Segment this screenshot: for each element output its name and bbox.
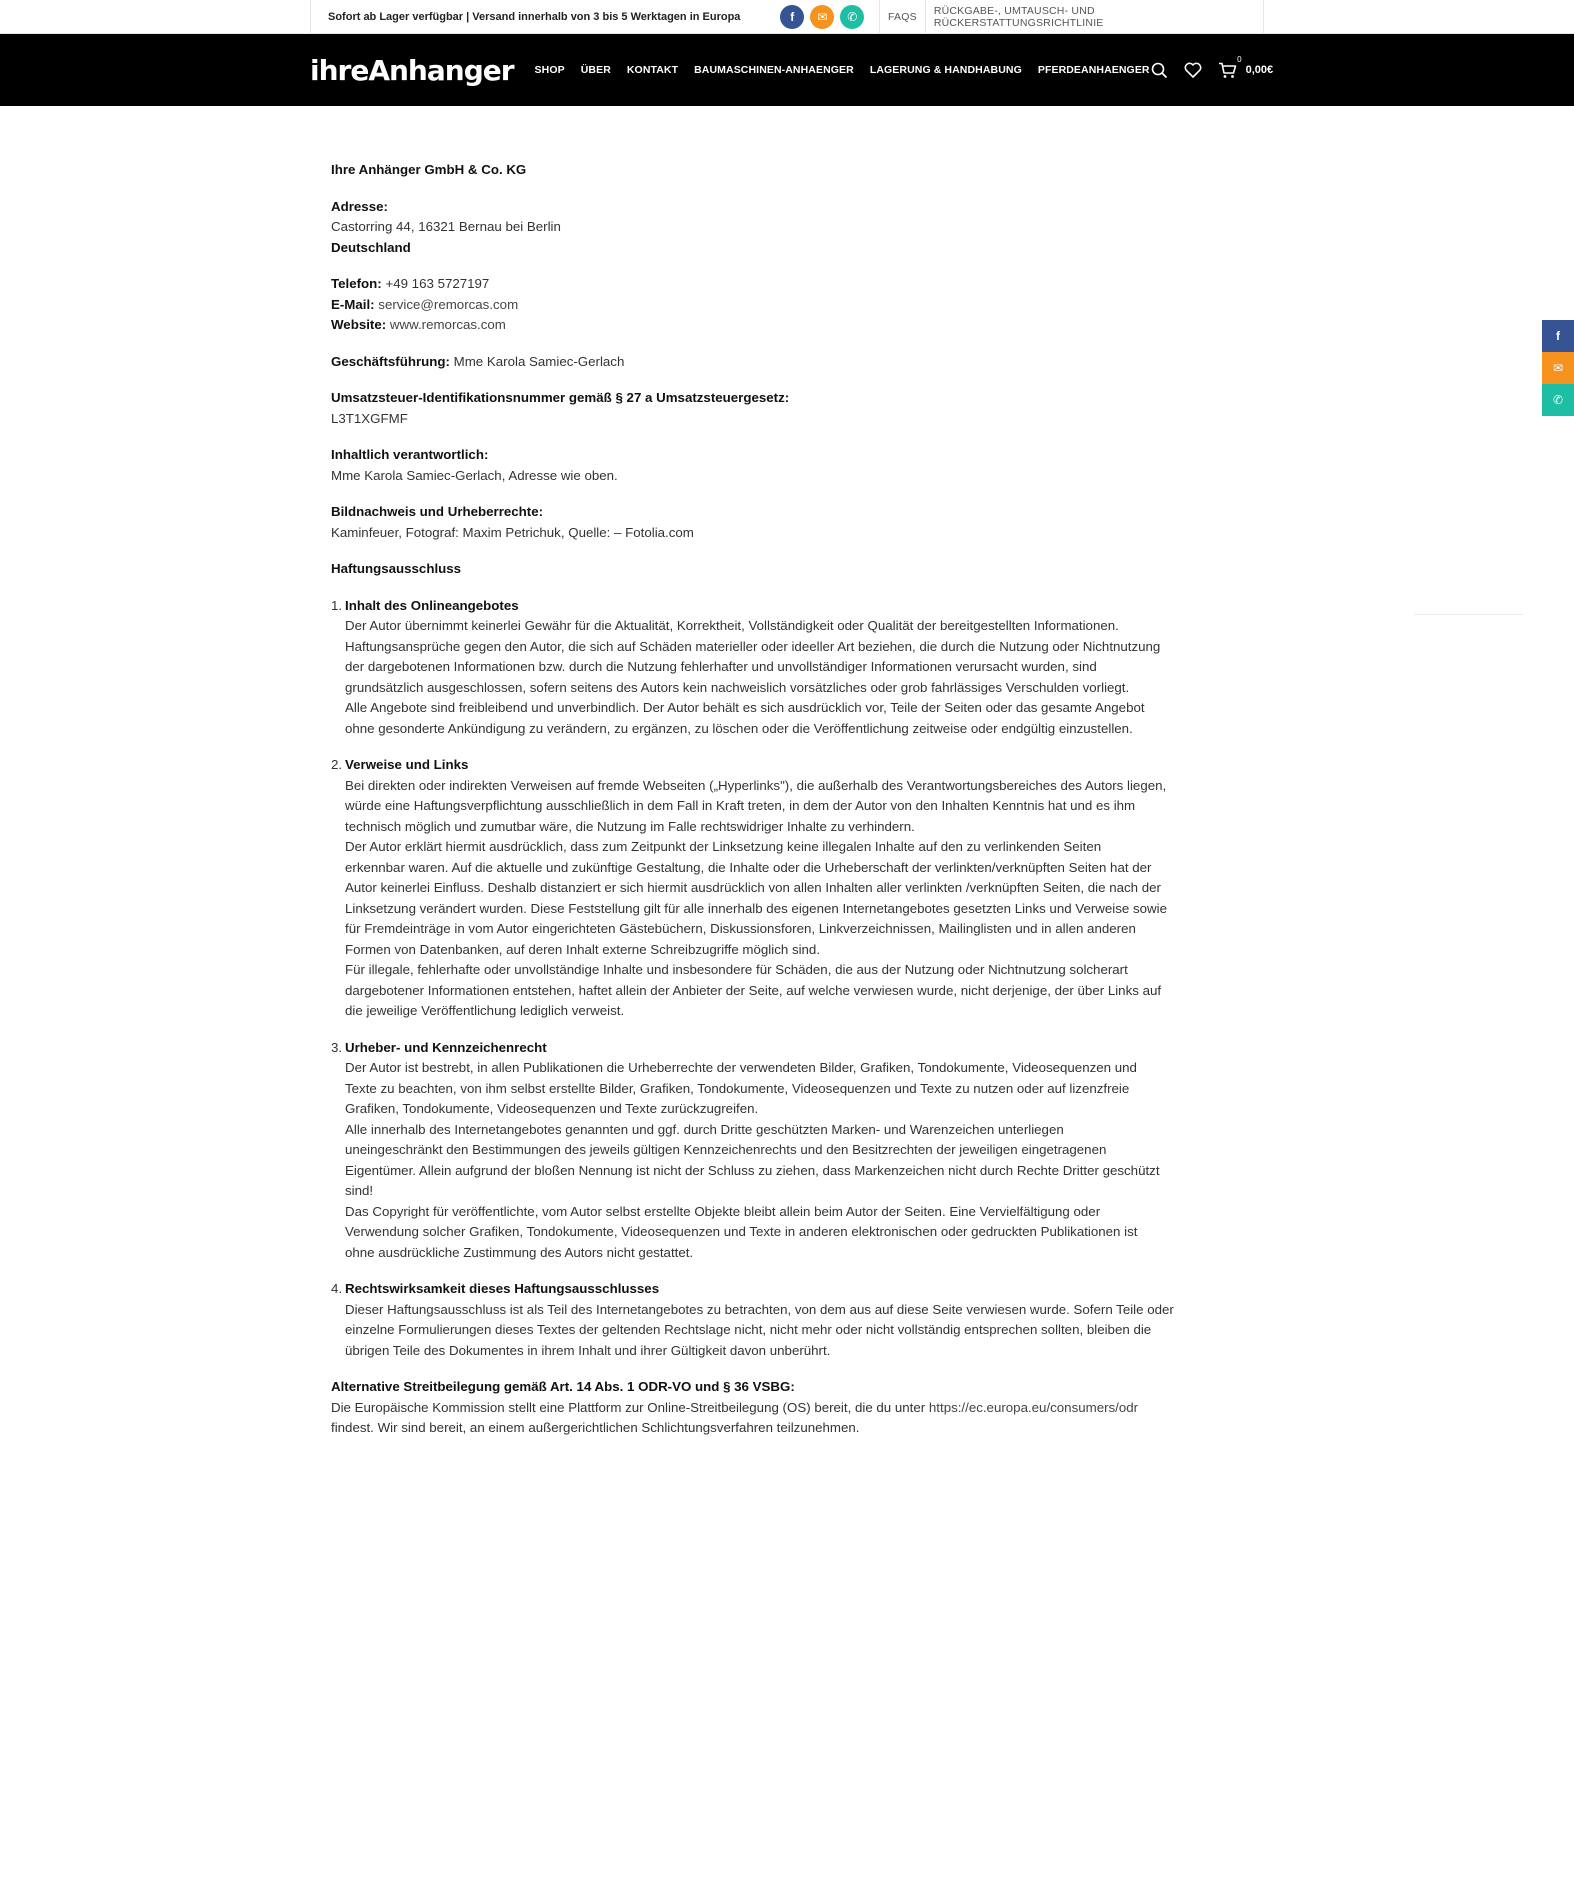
nav-item-construction-trailers[interactable]: BAUMASCHINEN-ANHAENGER [694,64,854,76]
facebook-icon[interactable]: f [1542,320,1574,352]
disclaimer-item-title: Verweise und Links [345,757,469,772]
paragraph-line: Das Copyright für veröffentlichte, vom Autor selbst erstellte Objekte bleibt allein beim Autor der Seiten. Eine Vervielfältigung oder [345,1203,1101,1219]
vat-block [331,388,1247,429]
paragraph-line: Bei direkten oder indirekten Verweisen auf fremde Webseiten („Hyperlinks"), die außerhalb des Verantwortungsbereiches des Autors liegen, [345,777,1167,793]
nav-item-contact[interactable]: KONTAKT [626,64,679,76]
topbar-social-links [778,5,879,29]
disclaimer-item [331,596,1247,740]
paragraph-line: grundsätzlich ausgeschlossen, sofern seitens des Autors kein nachweislich vorsätzliches oder grob fahrlässiges Verschulden vorliegt. [345,679,1130,695]
nav-item-shop[interactable]: SHOP [534,64,565,76]
paragraph-line: Dieser Haftungsausschluss ist als Teil des Internetangebotes zu betrachten, von dem aus auf diese Seite verwiesen wurde. Sofern Teile oder [345,1301,1174,1317]
odr-text-end: findest. Wir sind bereit, an einem außergerichtlichen Schlichtungsverfahren teilzunehmen. [331,1420,860,1435]
management-label: Geschäftsführung: [331,353,450,369]
company-name: Ihre Anhänger GmbH & Co. KG [331,162,527,177]
website-link[interactable]: www.remorcas.com [389,317,506,332]
paragraph-line: Alle innerhalb des Internetangebotes genannten und ggf. durch Dritte geschützten Marken- und Warenzeichen unterliegen [345,1121,1064,1137]
paragraph-line: Eigentümer. Allein aufgrund der bloßen Nennung ist nicht der Schluss zu ziehen, dass Markenzeichen nicht durch Rechte Dritter geschützt [345,1162,1160,1178]
disclaimer-item-title: Rechtswirksamkeit dieses Haftungsausschlusses [345,1281,660,1296]
disclaimer-item [331,1279,1247,1361]
disclaimer-item-title: Urheber- und Kennzeichenrecht [345,1039,547,1055]
paragraph-line: einzelne Formulierungen dieses Textes der geltenden Rechtslage nicht, nicht mehr oder nicht vollständig entsprechen sollten, bleiben die [345,1322,1152,1337]
paragraph-line: übrigen Teile des Dokumentes in ihrem Inhalt und ihrer Gültigkeit davon unberührt. [345,1342,831,1358]
paragraph-line: Linksetzung verändert wurden. Diese Feststellung gilt für alle innerhalb des eigenen Internetangebotes gesetzten Links und Verweise sowie [345,900,1167,916]
search-icon[interactable] [1150,61,1169,80]
whatsapp-icon[interactable]: ✆ [1542,384,1574,416]
paragraph-line: uneingeschränkt den Bestimmungen des jeweils gültigen Kennzeichenrechts und den Besitzrechten der jeweiligen eingetragenen [345,1142,1107,1157]
paragraph-line: Der Autor erklärt hiermit ausdrücklich, dass zum Zeitpunkt der Linksetzung keine illegalen Inhalte auf den zu verlinkenden Seiten [345,839,1102,854]
address-line: Castorring 44, 16321 Bernau bei Berlin [331,219,561,234]
paragraph-line: Texte zu beachten, von ihm selbst erstellte Bilder, Grafiken, Tondokumente, Videosequenzen und Texte zu nutzen oder auf lizenzfreie [345,1080,1130,1096]
mail-icon[interactable]: ✉ [1542,352,1574,384]
main-nav [535,64,1150,76]
address-label: Adresse: [331,198,388,214]
email-link[interactable]: service@remorcas.com [378,296,519,312]
paragraph-line: dargebotener Informationen entstehen, haftet allein der Anbieter der Seite, auf welche verwiesen wurde, nicht derjenige, der über Links auf [345,982,1162,998]
facebook-icon[interactable]: f [780,5,804,29]
topbar-links [879,0,1264,34]
address-block [331,197,1247,259]
site-logo[interactable]: ihreAnhanger [310,53,514,87]
paragraph-line: erkennbar waren. Auf die aktuelle und zukünftige Gestaltung, die Inhalte oder die Urheberschaft der verlinkten/verknüpften Seiten hat der [345,859,1152,875]
list-number: 4. [331,1281,343,1296]
header-actions [1150,54,1274,80]
paragraph-line: für Fremdeinträge in vom Autor eingerichteten Gästebüchern, Diskussionsforen, Linkverzeichnissen, Mailinglisten und in allen anderen [345,921,1136,936]
wishlist-heart-icon[interactable] [1184,61,1203,80]
image-credits-label: Bildnachweis und Urheberrechte: [331,504,544,519]
phone-label: Telefon: [331,276,382,291]
paragraph-line: sind! [345,1183,374,1198]
faqs-link[interactable]: FAQS [888,11,917,23]
responsible-label: Inhaltlich verantwortlich: [331,447,489,462]
image-credits-block [331,502,1247,543]
nav-item-horse-trailers[interactable]: PFERDEANHAENGER [1037,64,1150,76]
whatsapp-icon[interactable]: ✆ [840,5,864,29]
mail-icon[interactable]: ✉ [810,5,834,29]
website-label: Website: [331,317,387,332]
odr-link[interactable]: https://ec.europa.eu/consumers/odr [928,1399,1139,1415]
responsible-block [331,445,1247,486]
image-credits-value: Kaminfeuer, Fotograf: Maxim Petrichuk, Quelle: – Fotolia.com [331,524,694,540]
nav-item-storage-handling[interactable]: LAGERUNG & HANDHABUNG [869,64,1022,76]
list-number: 2. [331,757,343,772]
phone-value: +49 163 5727197 [385,276,490,291]
list-number: 3. [331,1039,343,1055]
return-policy-link[interactable]: RÜCKGABE-, UMTAUSCH- UND RÜCKERSTATTUNGSRICHTLINIE [925,0,1263,34]
paragraph-line: Verwendung solcher Grafiken, Tondokumente, Videosequenzen und Texte in anderen elektronischen oder gedruckten Publikationen ist [345,1224,1138,1239]
paragraph-line: der dargebotenen Informationen bzw. durch die Nutzung fehlerhafter und unvollständiger Informationen verursacht wurden, sind [345,659,1097,674]
management-value: Mme Karola Samiec-Gerlach [453,353,625,369]
email-label: E-Mail: [331,296,375,312]
paragraph-line: ohne gesonderte Ankündigung zu verändern, zu ergänzen, zu löschen oder die Veröffentlichung zeitweise oder endgültig einzustellen. [345,720,1133,736]
main-header [0,34,1574,106]
paragraph-line: Grafiken, Tondokumente, Videosequenzen und Texte zurückzugreifen. [345,1101,759,1116]
divider [1414,614,1524,615]
cart-icon[interactable] [1218,54,1242,80]
odr-block [331,1377,1247,1439]
paragraph-line: die jeweilige Veröffentlichung lediglich verweist. [345,1003,625,1018]
paragraph-line: technisch möglich und zumutbar wäre, die Nutzung im Falle rechtswidriger Inhalte zu verhindern. [345,818,915,834]
paragraph-line: Für illegale, fehlerhafte oder unvollständige Inhalte und insbesondere für Schäden, die aus der Nutzung oder Nichtnutzung solcherart [345,962,1128,977]
paragraph-line: ohne ausdrückliche Zustimmung des Autors nicht gestattet. [345,1244,694,1260]
disclaimer-list [331,596,1247,1362]
shipping-notice: Sofort ab Lager verfügbar | Versand innerhalb von 3 bis 5 Werktagen in Europa [310,0,778,34]
list-number: 1. [331,597,343,613]
odr-text: Die Europäische Kommission stellt eine Plattform zur Online-Streitbeilegung (OS) bereit, die du unter [331,1399,929,1415]
responsible-value: Mme Karola Samiec-Gerlach, Adresse wie oben. [331,467,618,483]
contact-block [331,274,1247,336]
disclaimer-item [331,755,1247,1022]
management-block [331,352,1247,373]
imprint-content [331,160,1247,1455]
paragraph-line: Autor keinerlei Einfluss. Deshalb distanziert er sich hiermit ausdrücklich von allen Inhalten aller verlinkten /verknüpften Seiten, die nach der [345,880,1161,895]
vat-label: Umsatzsteuer-Identifikationsnummer gemäß § 27 a Umsatzsteuergesetz: [331,390,790,405]
side-share-bar [1542,320,1574,416]
paragraph-line: Der Autor ist bestrebt, in allen Publikationen die Urheberrechte der verwendeten Bilder, Grafiken, Tondokumente, Videosequenzen und [345,1060,1137,1075]
top-bar [0,0,1574,34]
odr-label: Alternative Streitbeilegung gemäß Art. 14 Abs. 1 ODR-VO und § 36 VSBG: [331,1379,795,1394]
cart-total[interactable]: 0,00€ [1245,64,1274,76]
paragraph-line: Formen von Datenbanken, auf deren Inhalt externe Schreibzugriffe möglich sind. [345,941,821,957]
paragraph-line: Der Autor übernimmt keinerlei Gewähr für die Aktualität, Korrektheit, Vollständigkeit oder Qualität der bereitgestellten Informationen. [345,618,1119,633]
disclaimer-title: Haftungsausschluss [331,561,462,576]
country: Deutschland [331,239,411,255]
paragraph-line: Alle Angebote sind freibleibend und unverbindlich. Der Autor behält es sich ausdrücklich vor, Teile der Seiten oder das gesamte Angebot [345,700,1145,715]
paragraph-line: Haftungsansprüche gegen den Autor, die sich auf Schäden materieller oder ideeller Art beziehen, die durch die Nutzung oder Nichtnutzung [345,638,1161,654]
paragraph-line: würde eine Haftungsverpflichtung ausschließlich in dem Fall in Kraft treten, in dem der Autor von den Inhalten Kenntnis hat und es ihm [345,798,1136,813]
disclaimer-item [331,1038,1247,1264]
nav-item-about[interactable]: ÜBER [580,64,611,76]
cart-count: 0 [1237,54,1242,64]
vat-value: L3T1XGFMF [331,410,408,426]
disclaimer-item-title: Inhalt des Onlineangebotes [345,597,519,613]
